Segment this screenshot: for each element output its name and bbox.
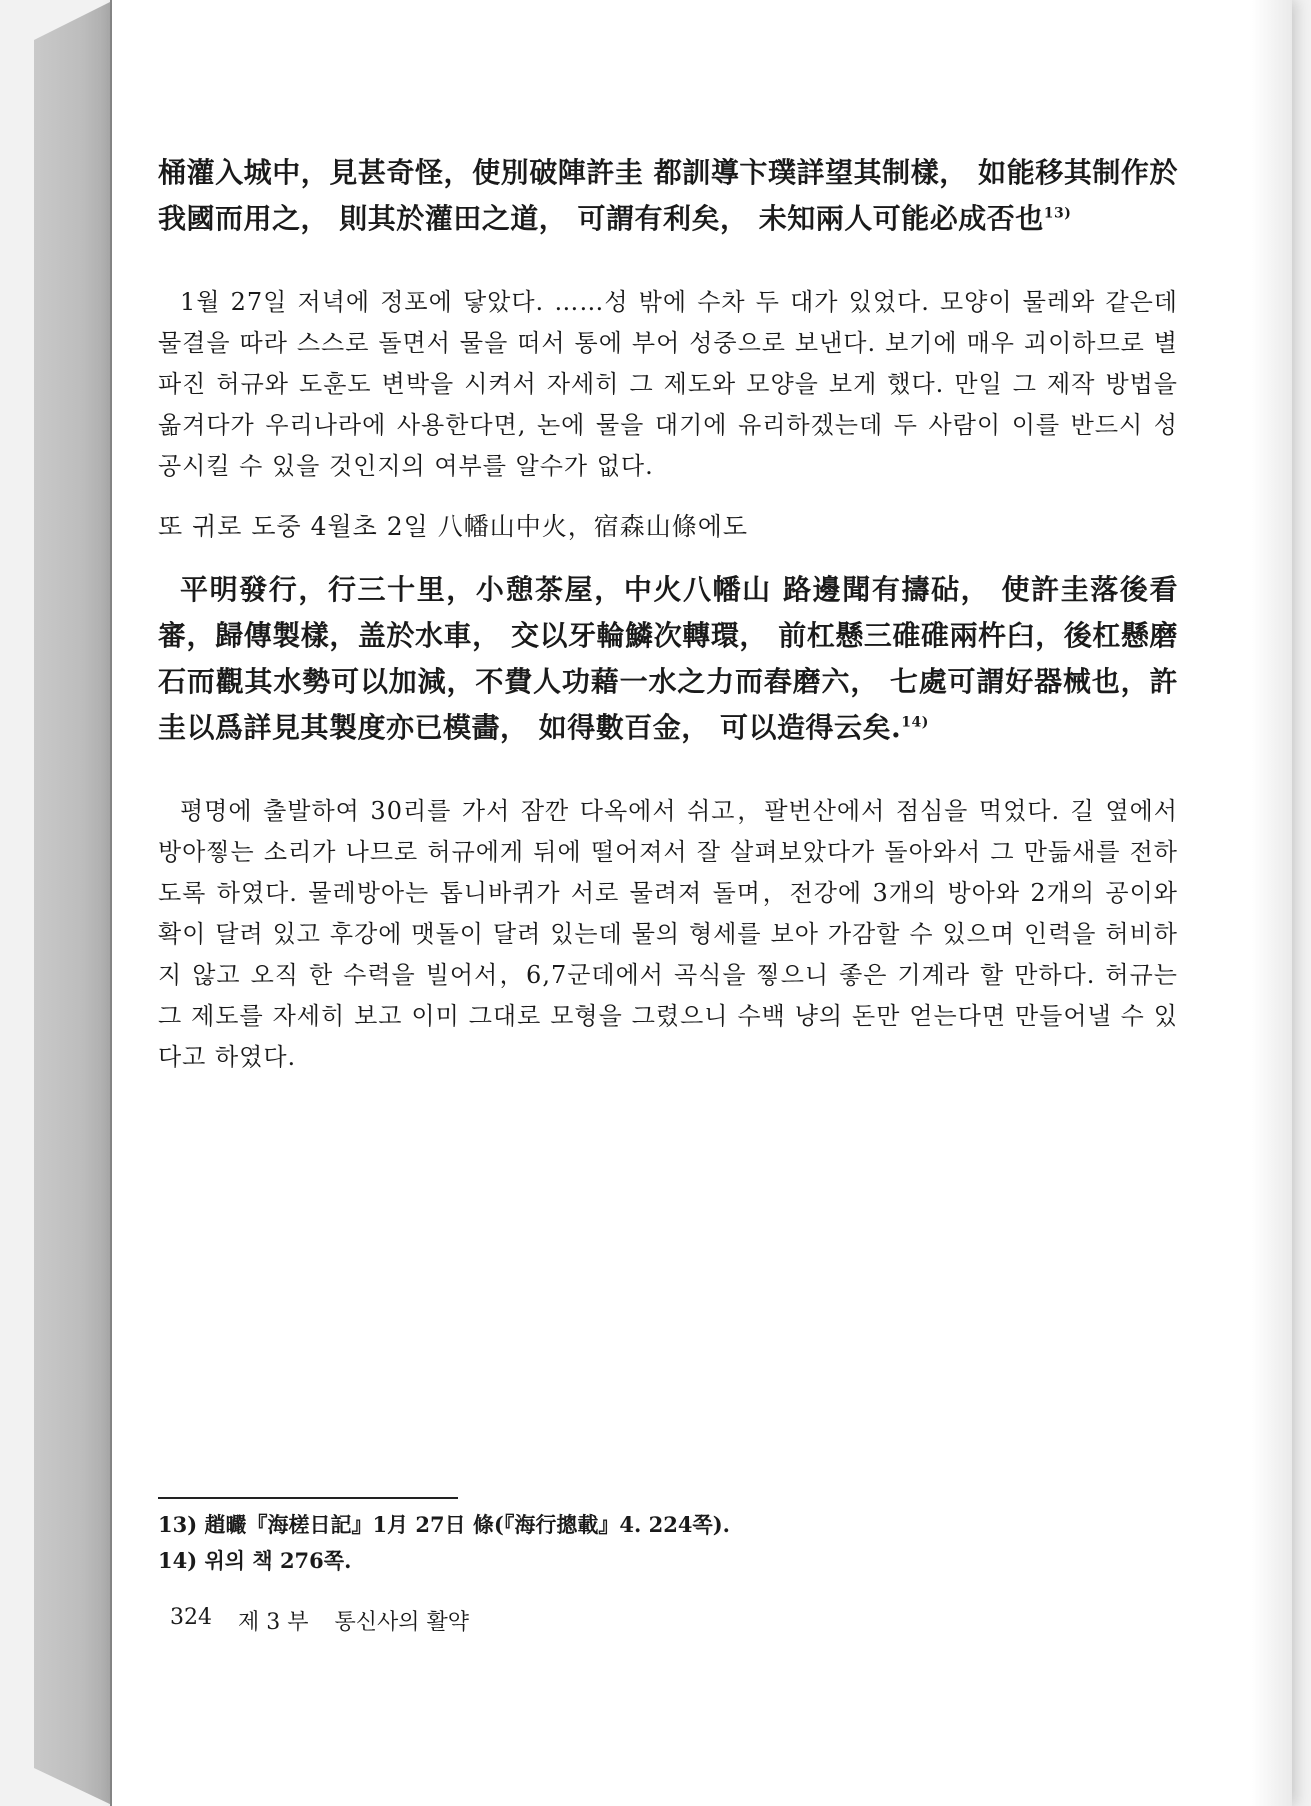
quote-hanja-1-text: 桶灌入城中，見甚奇怪，使別破陣許圭 都訓導卞璞詳望其制樣， 如能移其制作於我國而用之， 則其於灌田之道， 可謂有利矣， 未知兩人可能必成否也 — [158, 156, 1178, 235]
translation-korean-2: 평명에 출발하여 30리를 가서 잠깐 다옥에서 쉬고，팔번산에서 점심을 먹었다. 길 옆에서 방아찧는 소리가 나므로 허규에게 뒤에 떨어져서 잘 살펴보았다가 돌아와서 그 만듦새를 전하도록 하였다. 물레방아는 톱니바퀴가 서로 물려져 돌며，전강에 3개의 방아와 2개의 공이와 확이 달려 있고 후강에 맷돌이 달려 있는데 물의 형세를 보아 가감할 수 있으며 인력을 허비하지 않고 오직 한 수력을 빌어서，6,7군데에서 곡식을 찧으니 좋은 기계라 할 만하다. 허규는 그 제도를 자세히 보고 이미 그대로 모형을 그렸으니 수백 냥의 돈만 얻는다면 만들어낼 수 있다고 하였다. — [158, 797, 1178, 1071]
section-heading: 또 귀로 도중 4월초 2일 八幡山中火，宿森山條에도 — [158, 512, 749, 541]
footnote-ref-13: 13) — [1043, 205, 1072, 222]
page-number: 324 — [170, 1605, 212, 1630]
section-label: 통신사의 활약 — [334, 1610, 470, 1635]
book-spine — [34, 0, 114, 1806]
quote-hanja-2 — [158, 567, 1178, 751]
translation-korean-1: 1월 27일 저녁에 정포에 닿았다. ……성 밖에 수차 두 대가 있었다. 모양이 물레와 같은데 물결을 따라 스스로 돌면서 물을 떠서 통에 부어 성중으로 보낸다. 보기에 매우 괴이하므로 별파진 허규와 도훈도 변박을 시켜서 자세히 그 제도와 모양을 보게 했다. 만일 그 제작 방법을 옮겨다가 우리나라에 사용한다면, 논에 물을 대기에 유리하겠는데 두 사람이 이를 반드시 성공시킬 수 있을 것인지의 여부를 알수가 없다. — [158, 288, 1178, 480]
quote-hanja-2-text: 平明發行，行三十里，小憩茶屋，中火八幡山 路邊聞有擣砧， 使許圭落後看審，歸傳製樣，盖於水車， 交以牙輪鱗次轉環， 前杠懸三碓碓兩杵臼，後杠懸磨石而觀其水勢可以加減，不費人功藉一水之力而舂磨六， 七處可謂好器械也，許圭以爲詳見其製度亦已模畵， 如得數百金， 可以造得云矣. — [158, 573, 1178, 744]
footnote-rule — [158, 1497, 458, 1499]
footnote-ref-14: 14) — [901, 714, 929, 731]
part-label: 제 3 부 — [238, 1610, 309, 1635]
page-body — [158, 150, 1178, 1078]
footnote-14: 14) 위의 책 276쪽. — [158, 1548, 352, 1573]
quote-hanja-1 — [158, 150, 1178, 242]
footnote-13: 13) 趙曮『海槎日記』1月 27日 條(『海行摠載』4. 224쪽). — [158, 1512, 730, 1537]
running-footer — [170, 1605, 469, 1636]
footnotes — [158, 1497, 1178, 1579]
